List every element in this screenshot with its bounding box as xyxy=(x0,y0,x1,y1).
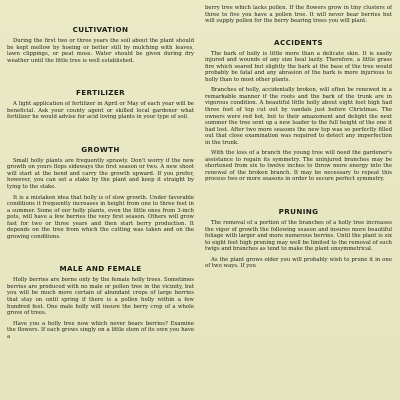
heading-accidents: ACCIDENTS xyxy=(274,37,323,47)
paragraph-male-female-1: Holly berries are borne only by the female holly trees. Sometimes berries are produced with no male or pollen tree in the vicinity, but you will be much more certain of abundant crops of large berries that stay on until spring if there is a pollen holly within a few hundred feet. One male holly will insure the berry crop of a whole grove of trees. xyxy=(7,277,194,317)
paragraph-pruning-2: As the plant grows older you will probably wish to prune it in one of two ways. If you xyxy=(205,256,392,270)
paragraph-fertilizer: A light application of fertilizer in April or May of each year will be beneficial. Ask your county agent or skilled local gardener what fertilizer he would advise for acid loving plants in your type of soil. xyxy=(7,101,194,121)
heading-male-female: MALE AND FEMALE xyxy=(59,264,142,274)
paragraph-accidents-2: Branches of holly, accidentally broken, will often be renewed in a remarkable manner if the roots and the bark of the trunk are in vigorous condition. A beautiful little holly about eight feet high had three feet of top cut out by vandals just before Christmas. The owners were red hot, but to their amazement and delight the next summer the tree sent up a new leader to the full height of the one it had lost. After two more seasons the new top was so perfectly filled out that close examination was required to detect any imperfection in the trunk. xyxy=(205,87,392,146)
paragraph-accidents-1: The bark of holly is little more than a delicate skin. It is easily injured and wounds of any size heal lazily. Therefore, a little grass fire which seared but slightly the bark at the base of the tree would probably be fatal and any abrasion of the bark is more injurious to holly than to most other plants. xyxy=(205,50,392,83)
paragraph-growth-1: Small holly plants are frequently sprawly. Don't worry if the new growth on yours flops sideways the first season or two. A new shoot will start at the bend and carry the growth upward. If you prefer, however, you can set a stake by the plant and keep it straight by tying to the stake. xyxy=(7,157,194,191)
right-column xyxy=(205,4,392,400)
paragraph-growth-2: It is a mistaken idea that holly is of slow growth. Under favorable conditions it frequently increases in height from one to three feet in a summer. Some of our holly plants, even the little ones from 3-inch pots, will have a few berries the very first season. Others will grow fast for two or three years and then start berry production. It depends on the tree from which the cutting was taken and on the growing conditions. xyxy=(7,194,194,240)
paragraph-cultivation: During the first two or three years the soil about the plant should be kept mellow by hoeing or better still by mulching with leaves, lawn clippings, or peat moss. Water should be given during dry weather until the little tree is well established. xyxy=(7,38,194,64)
heading-fertilizer: FERTILIZER xyxy=(75,88,126,98)
heading-pruning: PRUNING xyxy=(278,207,319,217)
paragraph-continued: berry tree which lacks pollen. If the flowers grow in tiny clusters of three to five you have a pollen tree. It will never bear berries but will supply pollen for the berry bearing trees you will plant. xyxy=(205,5,392,25)
heading-growth: GROWTH xyxy=(81,144,120,154)
paragraph-accidents-3: With the loss of a branch the young tree will need the gardener's assistance to regain its symmetry. The uninjured branches may be shortened from six to twelve inches to throw more energy into the renewal of the broken branch. It may be necessary to repeat this process two or more seasons in order to secure perfect symmetry. xyxy=(205,150,392,183)
paragraph-male-female-2: Have you a holly tree now which never bears berries? Examine the flowers. If each grows singly on a little stem of its own you have a xyxy=(7,320,194,340)
paragraph-pruning-1: The removal of a portion of the branches of a holly tree increases the vigor of growth the following season and insures more beautiful foliage with larger and more numerous berries. Until the plant is six to eight feet high pruning may well be limited to the removal of such twigs and branches as tend to make the plant unsymmetrical. xyxy=(205,220,392,253)
heading-cultivation: CULTIVATION xyxy=(72,25,129,34)
left-column xyxy=(7,4,194,400)
